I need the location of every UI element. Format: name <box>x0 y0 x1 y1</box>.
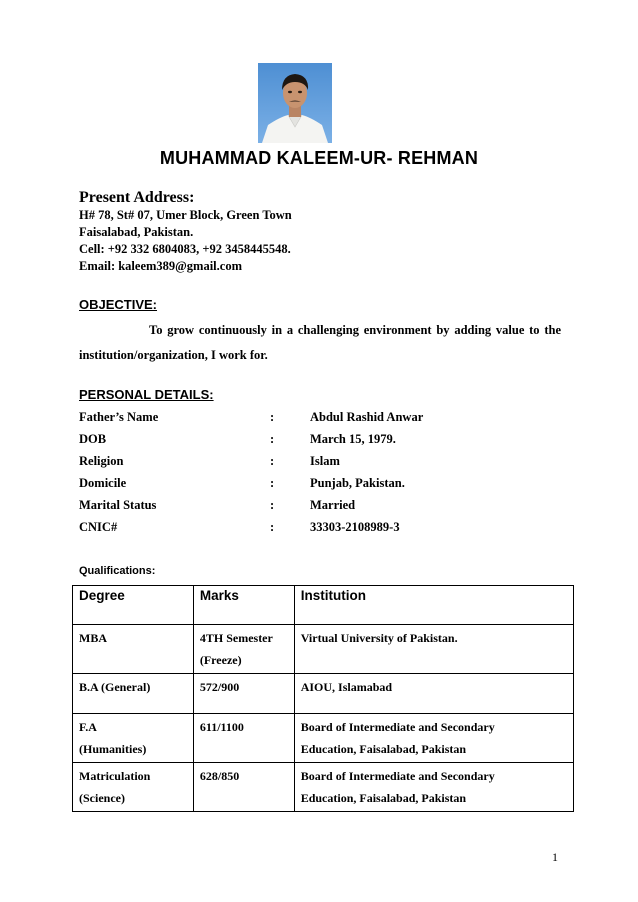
table-row <box>73 714 574 763</box>
personal-label: Religion <box>79 454 124 468</box>
personal-label: Father’s Name <box>79 410 159 424</box>
personal-row-dob <box>79 432 539 452</box>
personal-separator: : <box>270 476 275 490</box>
address-heading: Present Address: <box>79 189 195 206</box>
address-line-email: Email: kaleem389@gmail.com <box>79 259 242 273</box>
personal-separator: : <box>270 432 275 446</box>
degree-cell: MBA <box>73 625 194 674</box>
address-line-city: Faisalabad, Pakistan. <box>79 225 194 239</box>
personal-separator: : <box>270 410 275 424</box>
marks-cell: 611/1100 <box>193 714 294 763</box>
degree-cell: Matriculation (Science) <box>73 763 194 812</box>
personal-label: Marital Status <box>79 498 157 512</box>
personal-value: March 15, 1979. <box>310 432 396 446</box>
profile-photo <box>258 63 332 143</box>
marks-cell: 4TH Semester (Freeze) <box>193 625 294 674</box>
table-row <box>73 625 574 674</box>
personal-label: Domicile <box>79 476 127 490</box>
personal-value: Islam <box>310 454 340 468</box>
personal-separator: : <box>270 454 275 468</box>
objective-text <box>79 318 561 368</box>
marks-cell: 572/900 <box>193 674 294 714</box>
institution-cell: Board of Intermediate and Secondary Education, Faisalabad, Pakistan <box>294 714 573 763</box>
degree-cell: F.A (Humanities) <box>73 714 194 763</box>
personal-row-father <box>79 410 539 430</box>
institution-cell: AIOU, Islamabad <box>294 674 573 714</box>
institution-cell: Virtual University of Pakistan. <box>294 625 573 674</box>
personal-row-marital-status <box>79 498 539 518</box>
personal-row-domicile <box>79 476 539 496</box>
institution-cell: Board of Intermediate and Secondary Education, Faisalabad, Pakistan <box>294 763 573 812</box>
personal-separator: : <box>270 520 275 534</box>
personal-separator: : <box>270 498 275 512</box>
objective-heading: OBJECTIVE: <box>79 297 158 312</box>
degree-cell: B.A (General) <box>73 674 194 714</box>
personal-value: 33303-2108989-3 <box>310 520 400 534</box>
personal-label: DOB <box>79 432 107 446</box>
table-row <box>73 763 574 812</box>
page-number: 1 <box>552 850 558 864</box>
candidate-name: MUHAMMAD KALEEM-UR- REHMAN <box>159 148 479 168</box>
personal-details-heading: PERSONAL DETAILS: <box>79 387 214 402</box>
personal-row-cnic <box>79 520 539 540</box>
column-header-degree: Degree <box>73 586 194 625</box>
marks-cell: 628/850 <box>193 763 294 812</box>
personal-row-religion <box>79 454 539 474</box>
address-line-street: H# 78, St# 07, Umer Block, Green Town <box>79 208 292 222</box>
objective-body: To grow continuously in a challenging environment by adding value to the institution/organization, I work for. <box>79 323 561 362</box>
table-header-row <box>73 586 574 625</box>
personal-value: Married <box>310 498 356 512</box>
personal-label: CNIC# <box>79 520 118 534</box>
table-row <box>73 674 574 714</box>
column-header-marks: Marks <box>193 586 294 625</box>
qualifications-heading: Qualifications: <box>79 565 156 577</box>
address-line-phone: Cell: +92 332 6804083, +92 3458445548. <box>79 242 291 256</box>
personal-value: Punjab, Pakistan. <box>310 476 405 490</box>
qualifications-table <box>72 585 574 812</box>
personal-value: Abdul Rashid Anwar <box>310 410 424 424</box>
column-header-institution: Institution <box>294 586 573 625</box>
